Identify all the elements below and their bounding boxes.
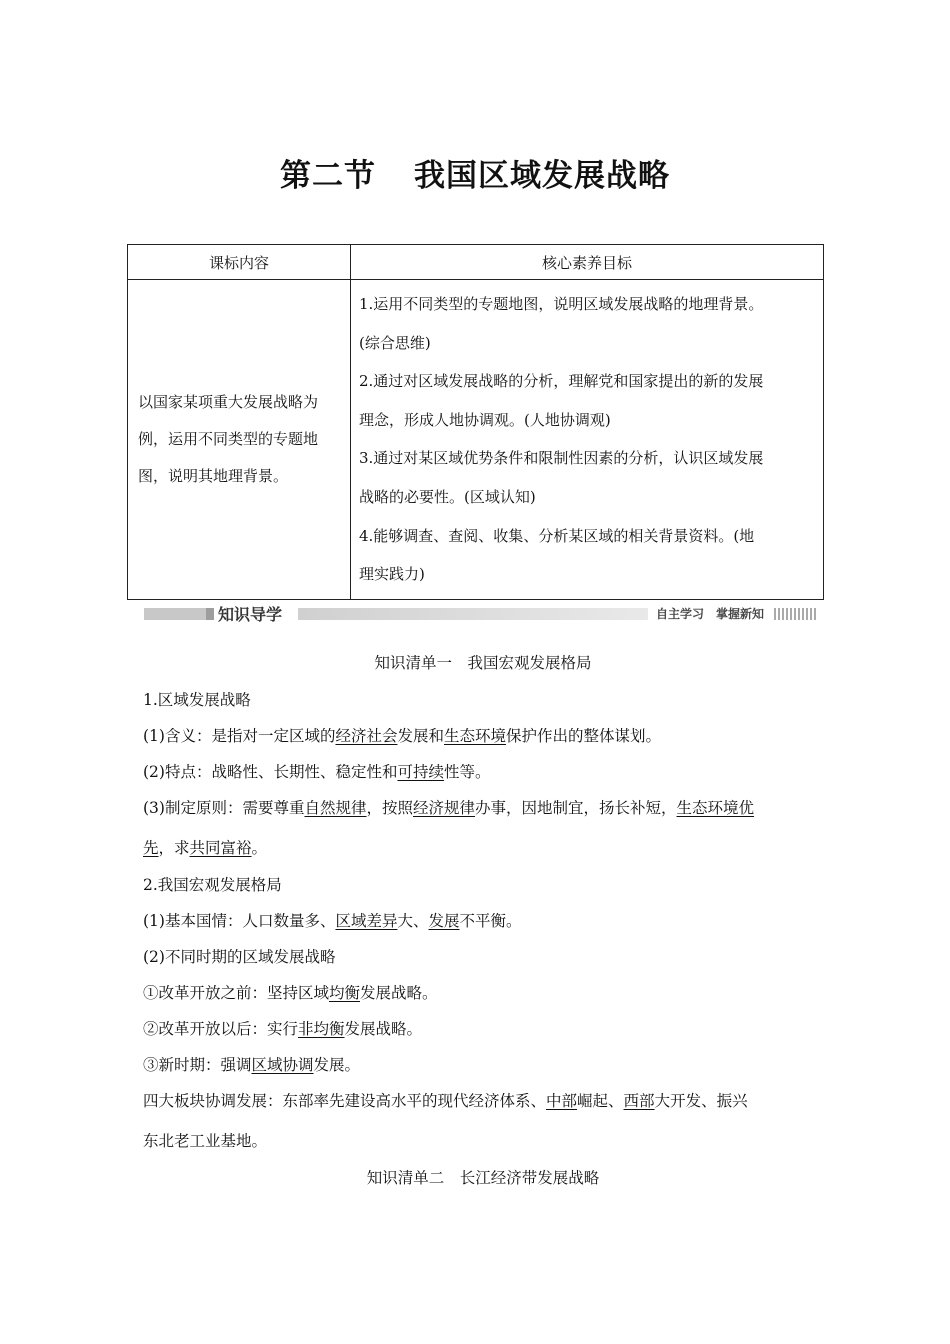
- banner-label: 知识导学: [218, 605, 283, 624]
- four-regions-line-cont: 东北老工业基地。: [143, 1132, 268, 1150]
- principles-line: (3)制定原则：需要尊重自然规律，按照经济规律办事，因地制宜，扬长补短，生态环境优: [143, 799, 755, 817]
- goal-line: 战略的必要性。(区域认知): [359, 487, 536, 506]
- goal-line: (综合思维): [359, 333, 431, 352]
- period-item: ①改革开放之前：坚持区域均衡发展战略。: [143, 984, 438, 1002]
- list-heading-1: 知识清单一 我国宏观发展格局: [374, 654, 592, 672]
- blank-answer: 可持续: [397, 763, 444, 781]
- blank-answer: 均衡: [329, 984, 361, 1002]
- banner-bar-accent: [206, 608, 214, 620]
- page-title: [0, 150, 950, 195]
- blank-answer: 发展: [428, 912, 460, 930]
- subheading: 2.我国宏观发展格局: [143, 876, 282, 894]
- section-title: 我国区域发展战略: [414, 158, 670, 194]
- standard-content-cell: [128, 280, 351, 600]
- goal-line: 3.通过对某区域优势条件和限制性因素的分析，认识区域发展: [359, 449, 764, 468]
- goal-line: 4.能够调查、查阅、收集、分析某区域的相关背景资料。(地: [359, 526, 755, 545]
- subheading: 1.区域发展战略: [143, 691, 251, 709]
- goal-line: 理念，形成人地协调观。(人地协调观): [359, 410, 611, 429]
- goal-line: 2.通过对区域发展战略的分析，理解党和国家提出的新的发展: [359, 372, 764, 391]
- goal-line: 1.运用不同类型的专题地图，说明区域发展战略的地理背景。: [359, 295, 764, 313]
- principles-line-cont: 先，求共同富裕。: [143, 839, 268, 857]
- definition-line: (1)含义：是指对一定区域的经济社会发展和生态环境保护作出的整体谋划。: [143, 727, 662, 745]
- blank-answer: 共同富裕: [189, 839, 252, 857]
- national-conditions-line: (1)基本国情：人口数量多、区域差异大、发展不平衡。: [143, 912, 522, 930]
- standard-line: 以国家某项重大发展战略为: [138, 392, 319, 411]
- blank-answer: 经济规律: [413, 799, 476, 817]
- table-header-standard: 课标内容: [128, 245, 351, 280]
- blank-answer: 生态环境: [444, 727, 507, 745]
- blank-answer: 中部: [546, 1092, 578, 1110]
- standard-line: 例，运用不同类型的专题地: [138, 429, 319, 448]
- banner-bar-middle: [298, 608, 648, 620]
- period-item: ②改革开放以后：实行非均衡发展战略。: [143, 1020, 423, 1038]
- table-header-row: [128, 245, 824, 280]
- blank-answer: 非均衡: [298, 1020, 345, 1038]
- section-number: 第二节: [280, 158, 376, 194]
- goal-line: 理实践力): [359, 565, 425, 584]
- period-item: ③新时期：强调区域协调发展。: [143, 1056, 361, 1074]
- blank-answer: 区域协调: [251, 1056, 314, 1074]
- blank-answer: 生态环境优: [676, 799, 755, 817]
- banner-right-label: 自主学习 掌握新知: [656, 607, 765, 621]
- blank-answer: 先: [143, 839, 159, 857]
- list-heading-2: 知识清单二 长江经济带发展战略: [366, 1169, 600, 1187]
- banner-bar-left: [144, 608, 206, 620]
- blank-answer: 西部: [623, 1092, 655, 1110]
- four-regions-line: 四大板块协调发展：东部率先建设高水平的现代经济体系、中部崛起、西部大开发、振兴: [143, 1092, 748, 1110]
- standard-line: 图，说明其地理背景。: [138, 466, 289, 485]
- curriculum-table: [127, 244, 824, 600]
- strategy-periods-line: (2)不同时期的区域发展战略: [143, 948, 336, 966]
- features-line: (2)特点：战略性、长期性、稳定性和可持续性等。: [143, 763, 491, 781]
- section-banner: [144, 602, 816, 624]
- table-row: [128, 280, 824, 600]
- table-header-goals: 核心素养目标: [351, 245, 824, 280]
- banner-stripes: [774, 608, 816, 620]
- blank-answer: 区域差异: [335, 912, 398, 930]
- goals-cell: [351, 280, 824, 600]
- blank-answer: 自然规律: [304, 799, 367, 817]
- blank-answer: 经济社会: [335, 727, 398, 745]
